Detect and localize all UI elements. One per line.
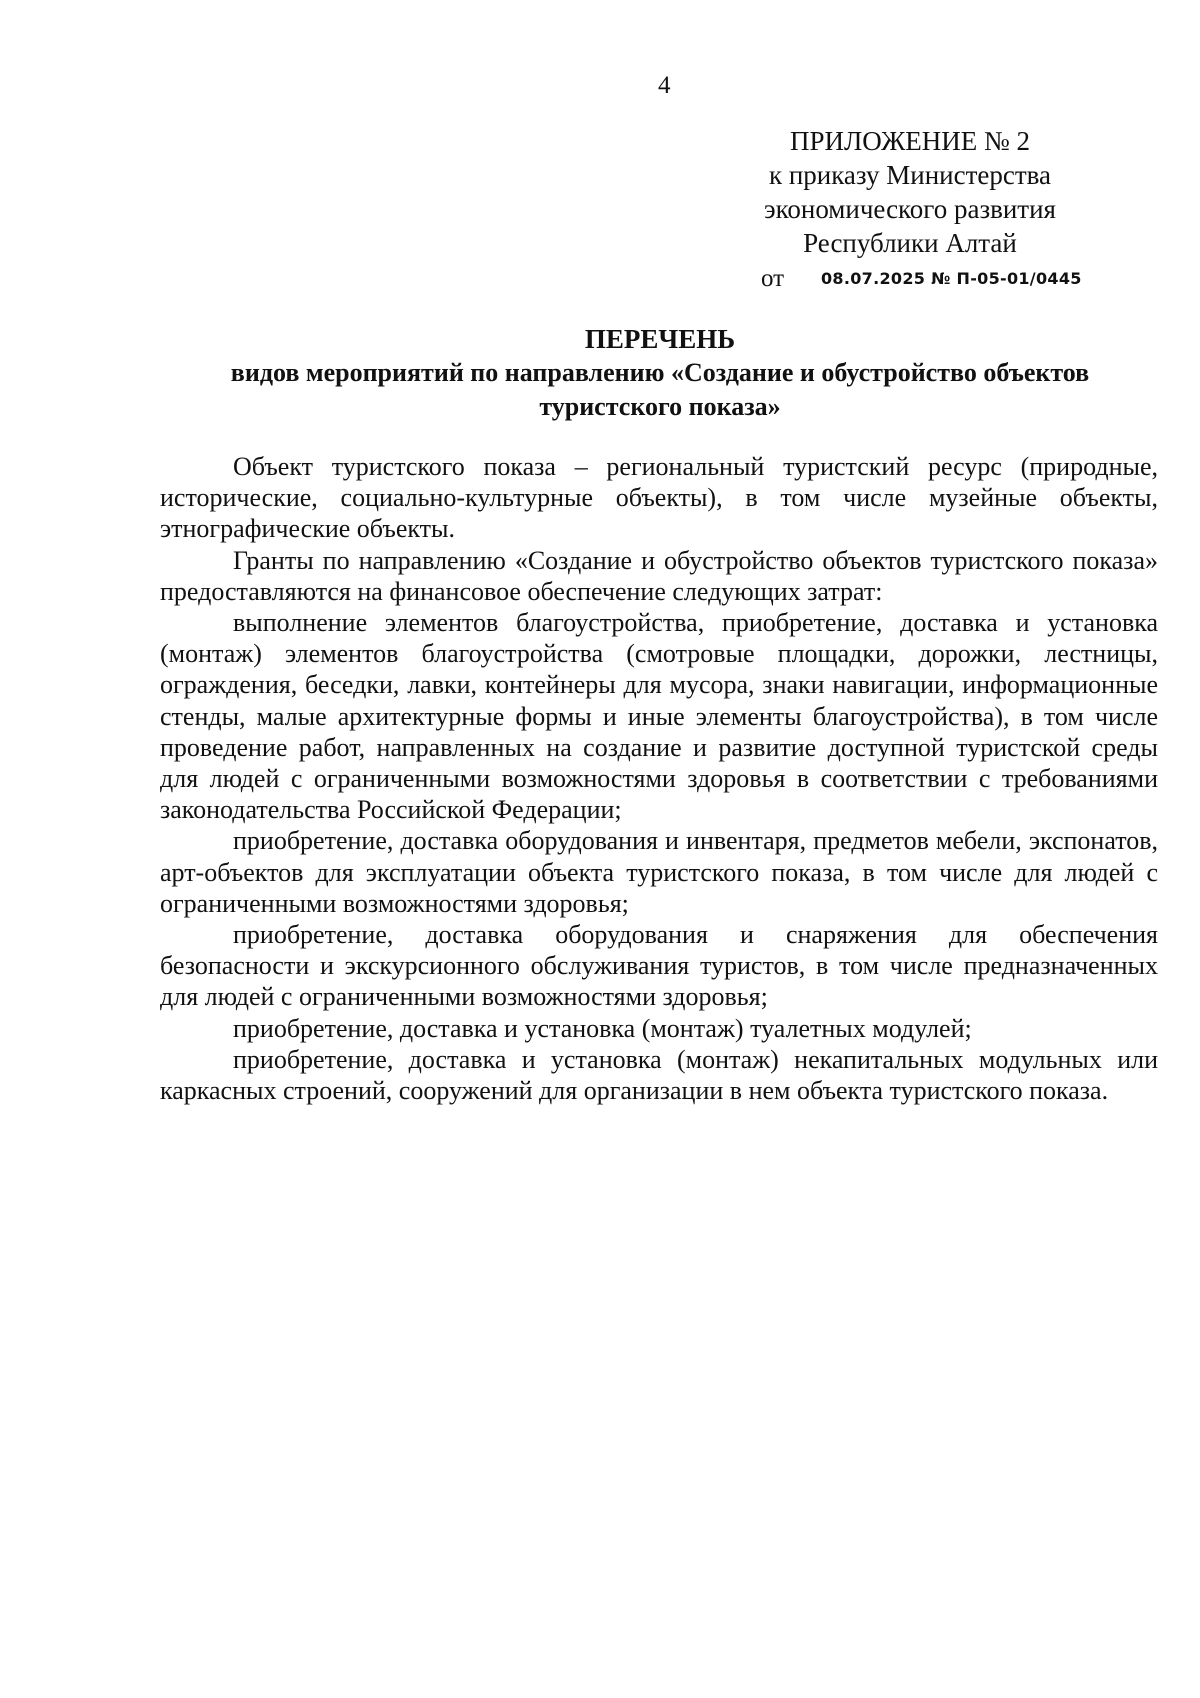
appendix-line-ministry: экономического развития: [764, 194, 1056, 224]
paragraph-landscaping: выполнение элементов благоустройства, приобретение, доставка и установка (монтаж) элементов благоустройства (смотровые площадки, дорожки, лестницы, ограждения, беседки, лавки, контейнеры для мусора, знаки навигации, информационные стенды, малые архитектурные формы и иные элементы благоустройства), в том числе проведение работ, направленных на создание и развитие доступной туристской среды для людей с ограниченными возможностями здоровья в соответствии с требованиями законодательства Российской Федерации;: [160, 608, 1158, 825]
heading-subtitle-line-2: туристского показа»: [539, 392, 781, 421]
paragraph-grants-intro: Гранты по направлению «Создание и обустройство объектов туристского показа» предоставляются на финансовое обеспечение следующих затрат:: [160, 545, 1158, 606]
appendix-line-order: к приказу Министерства: [768, 160, 1052, 190]
heading-subtitle-line-1: видов мероприятий по направлению «Создание и обустройство объектов: [230, 358, 1090, 387]
appendix-date-number: 08.07.2025 № П-05-01/0445: [821, 269, 1082, 288]
heading-title: ПЕРЕЧЕНЬ: [584, 324, 736, 354]
page-number: 4: [658, 72, 671, 99]
appendix-block: [740, 124, 1080, 296]
document-body: [160, 451, 1158, 1106]
appendix-line-republic: Республики Алтай: [803, 228, 1017, 258]
paragraph-toilet-modules: приобретение, доставка и установка (монтаж) туалетных модулей;: [233, 1013, 972, 1043]
paragraph-definition: Объект туристского показа – региональный туристский ресурс (природные, исторические, социально-культурные объекты), в том числе музейные объекты, этнографические объекты.: [160, 452, 1158, 544]
appendix-title: ПРИЛОЖЕНИЕ № 2: [789, 126, 1031, 156]
paragraph-safety-equipment: приобретение, доставка оборудования и снаряжения для обеспечения безопасности и экскурсионного обслуживания туристов, в том числе предназначенных для людей с ограниченными возможностями здоровья;: [160, 920, 1158, 1012]
appendix-date-prefix: от: [761, 265, 785, 292]
paragraph-equipment-inventory: приобретение, доставка оборудования и инвентаря, предметов мебели, экспонатов, арт-объектов для эксплуатации объекта туристского показа, в том числе для людей с ограниченными возможностями здоровья;: [160, 826, 1158, 918]
paragraph-modular-structures: приобретение, доставка и установка (монтаж) некапитальных модульных или каркасных строений, сооружений для организации в нем объекта туристского показа.: [160, 1044, 1158, 1106]
appendix-date-line: [740, 262, 1080, 296]
document-heading: [160, 322, 1160, 424]
